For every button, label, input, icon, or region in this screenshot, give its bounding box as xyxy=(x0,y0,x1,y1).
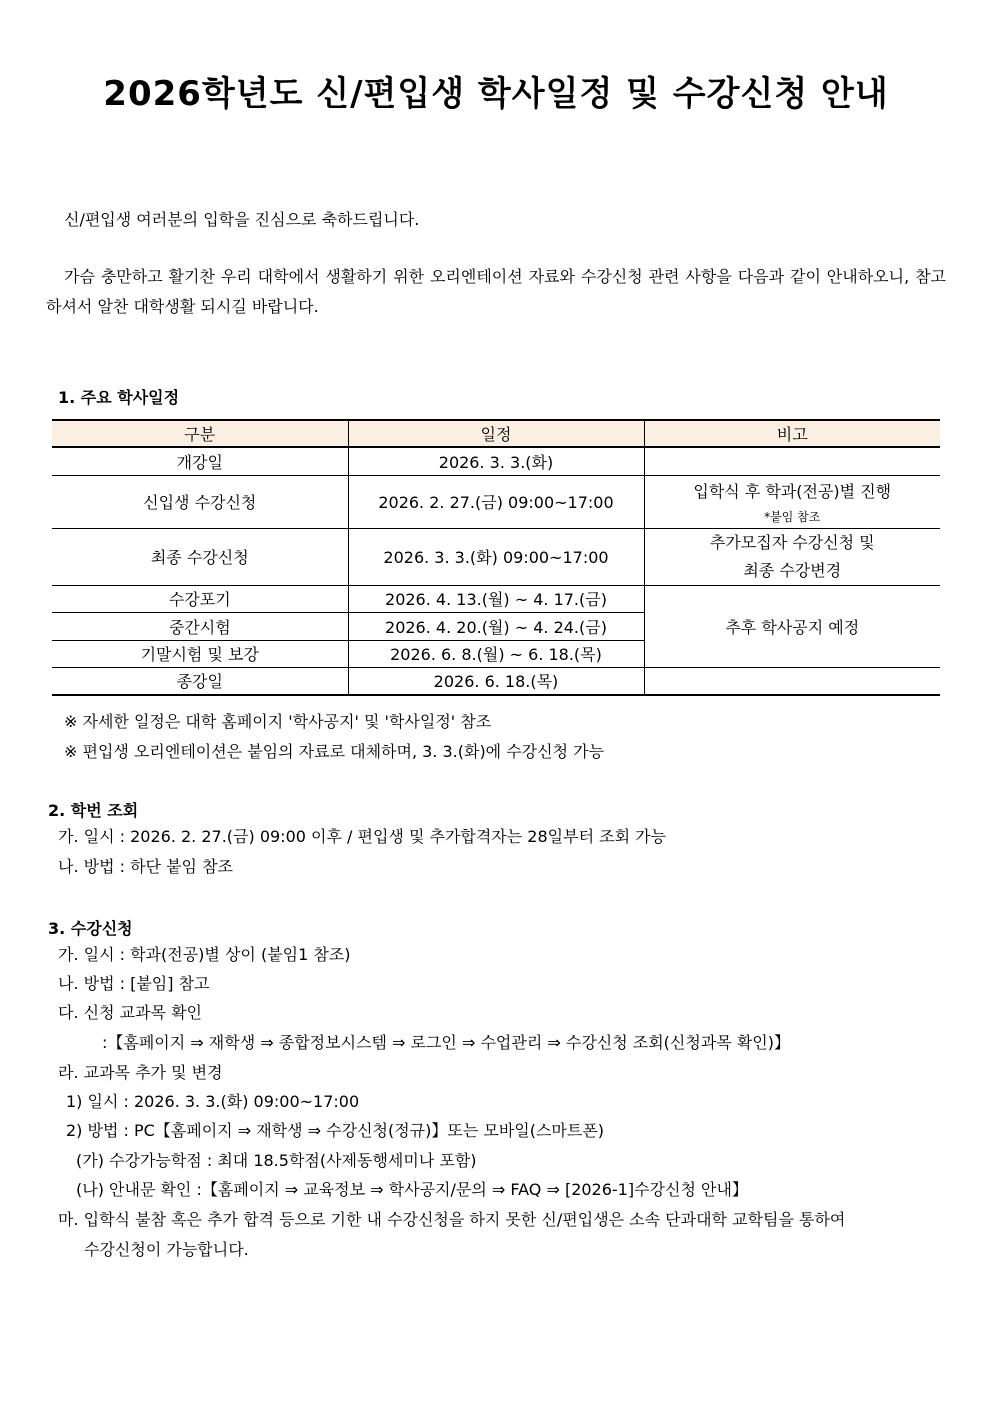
column-header: 구분 xyxy=(52,420,348,447)
note-text: 입학식 후 학과(전공)별 진행 xyxy=(693,481,892,501)
section-2-heading: 2. 학번 조회 xyxy=(48,801,139,820)
list-item: 나. 방법 : [붙임] 참고 xyxy=(58,974,210,993)
schedule-table xyxy=(52,419,940,696)
section-3-heading: 3. 수강신청 xyxy=(48,919,133,938)
column-header: 비고 xyxy=(644,420,940,447)
note-subtext: *붙임 참조 xyxy=(764,509,821,524)
category-cell: 종강일 xyxy=(52,667,348,695)
note-cell: 추후 학사공지 예정 xyxy=(644,585,940,667)
intro-greeting: 신/편입생 여러분의 입학을 진심으로 축하드립니다. xyxy=(64,210,420,229)
category-cell: 개강일 xyxy=(52,447,348,475)
sub-list-item: 1) 일시 : 2026. 3. 3.(화) 09:00~17:00 xyxy=(66,1092,360,1111)
list-item: 다. 신청 교과목 확인 xyxy=(58,1003,202,1022)
date-cell: 2026. 4. 13.(월) ~ 4. 17.(금) xyxy=(348,585,644,612)
note-cell xyxy=(644,447,940,475)
intro-paragraph: 가슴 충만하고 활기찬 우리 대학에서 생활하기 위한 오리엔테이션 자료와 수강신청 관련 사항을 다음과 같이 안내하오니, 참고하셔서 알찬 대학생활 되시길 바랍니다. xyxy=(46,267,946,316)
category-cell: 중간시험 xyxy=(52,612,348,640)
note-cell xyxy=(644,475,940,528)
table-header-row xyxy=(52,420,940,447)
list-item: 나. 방법 : 하단 붙임 참조 xyxy=(58,857,234,876)
date-cell: 2026. 6. 8.(월) ~ 6. 18.(목) xyxy=(348,640,644,667)
list-item: 가. 일시 : 2026. 2. 27.(금) 09:00 이후 / 편입생 및 추가합격자는 28일부터 조회 가능 xyxy=(58,827,667,846)
sub-list-item: (가) 수강가능학점 : 최대 18.5학점(사제동행세미나 포함) xyxy=(76,1151,477,1170)
menu-path: :【홈페이지 ⇒ 재학생 ⇒ 종합정보시스템 ⇒ 로그인 ⇒ 수업관리 ⇒ 수강신청 조회(신청과목 확인)】 xyxy=(102,1033,790,1052)
category-cell: 기말시험 및 보강 xyxy=(52,640,348,667)
table-row xyxy=(52,528,940,585)
column-header: 일정 xyxy=(348,420,644,447)
date-cell: 2026. 6. 18.(목) xyxy=(348,667,644,695)
list-item xyxy=(58,1205,946,1265)
category-cell: 최종 수강신청 xyxy=(52,528,348,585)
table-row xyxy=(52,475,940,528)
date-cell: 2026. 3. 3.(화) xyxy=(348,447,644,475)
date-cell: 2026. 4. 20.(월) ~ 4. 24.(금) xyxy=(348,612,644,640)
note-cell xyxy=(644,667,940,695)
sub-list-item: (나) 안내문 확인 :【홈페이지 ⇒ 교육정보 ⇒ 학사공지/문의 ⇒ FAQ ⇒ [2026-1]수강신청 안내】 xyxy=(76,1180,748,1199)
date-cell: 2026. 3. 3.(화) 09:00~17:00 xyxy=(348,528,644,585)
list-item-text: 수강신청이 가능합니다. xyxy=(84,1240,249,1259)
section-1-heading: 1. 주요 학사일정 xyxy=(58,388,180,407)
date-cell: 2026. 2. 27.(금) 09:00~17:00 xyxy=(348,475,644,528)
category-cell: 신입생 수강신청 xyxy=(52,475,348,528)
table-row xyxy=(52,447,940,475)
table-row xyxy=(52,585,940,612)
schedule-note: ※ 자세한 일정은 대학 홈페이지 '학사공지' 및 '학사일정' 참조 xyxy=(64,712,492,731)
schedule-note: ※ 편입생 오리엔테이션은 붙임의 자료로 대체하며, 3. 3.(화)에 수강신청 가능 xyxy=(64,742,605,761)
sub-list-item: 2) 방법 : PC【홈페이지 ⇒ 재학생 ⇒ 수강신청(정규)】또는 모바일(스마트폰) xyxy=(66,1121,605,1140)
list-item: 가. 일시 : 학과(전공)별 상이 (붙임1 참조) xyxy=(58,945,351,964)
list-item: 라. 교과목 추가 및 변경 xyxy=(58,1063,223,1082)
note-text: 추가모집자 수강신청 및 xyxy=(709,532,875,552)
note-text: 최종 수강변경 xyxy=(743,560,842,580)
list-item-text: 마. 입학식 불참 혹은 추가 합격 등으로 기한 내 수강신청을 하지 못한 신/편입생은 소속 단과대학 교학팀을 통하여 xyxy=(58,1210,846,1229)
table-row xyxy=(52,667,940,695)
document-title: 2026학년도 신/편입생 학사일정 및 수강신청 안내 xyxy=(103,74,889,114)
note-cell xyxy=(644,528,940,585)
category-cell: 수강포기 xyxy=(52,585,348,612)
